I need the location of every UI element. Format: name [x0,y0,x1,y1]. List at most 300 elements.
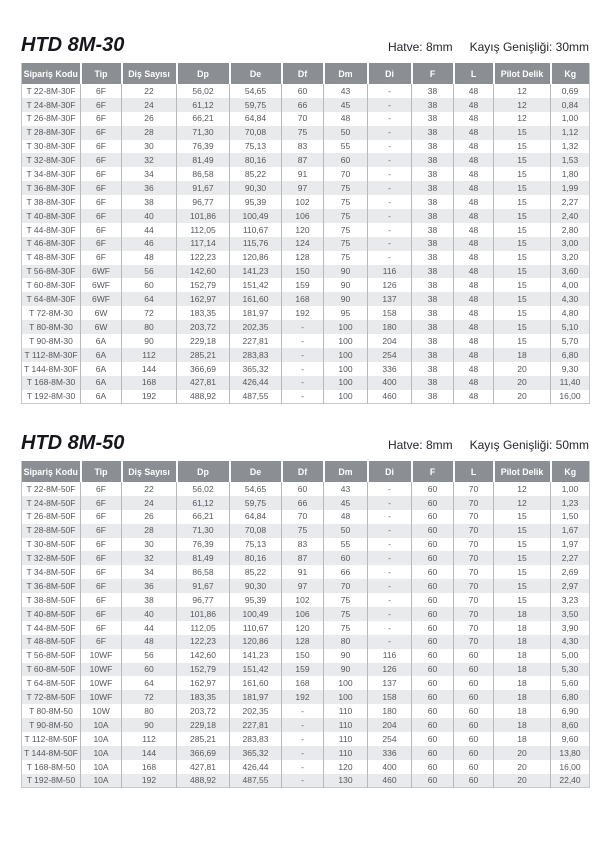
table-cell: 48 [324,510,368,524]
table-cell: 60 [412,496,454,510]
table-cell: 9,60 [551,732,590,746]
table-cell: 44 [122,223,177,237]
table-cell: 6F [81,565,122,579]
table-cell: 46 [122,237,177,251]
table-cell: 75 [282,524,324,538]
table-cell: T 48-8M-30F [26,252,76,263]
table-row [22,676,590,690]
table-cell: 38 [412,223,454,237]
table-cell: 18 [494,718,551,732]
table-cell: 80 [324,635,368,649]
table-head [22,63,590,84]
table-cell: 150 [282,265,324,279]
table-cell: 60 [122,663,177,677]
table-cell: 100 [324,390,368,404]
table-cell: 20 [494,760,551,774]
table-cell: 400 [368,760,412,774]
table-cell: 152,79 [177,663,230,677]
table-cell: 61,12 [177,98,230,112]
table-cell: T 192-8M-50 [26,775,76,786]
table-cell: 4,30 [551,635,590,649]
table-cell: 55 [324,538,368,552]
table-cell: 32 [122,551,177,565]
table-cell: 1,32 [551,140,590,154]
table-section-8m-30 [21,34,589,404]
table-row [22,649,590,663]
table-row [22,334,590,348]
table-cell: 1,97 [551,538,590,552]
table-cell: 192 [122,390,177,404]
table-cell: 87 [282,153,324,167]
table-cell: 3,23 [551,593,590,607]
table-body [22,84,590,403]
table-cell: 2,69 [551,565,590,579]
table-cell: 15 [494,320,551,334]
table-cell: 48 [454,112,494,126]
table-cell: 10A [81,774,122,788]
table-cell: - [282,348,324,362]
table-cell: T 24-8M-30F [26,99,76,110]
table-cell: T 144-8M-50F [24,747,78,758]
table-cell: 5,60 [551,676,590,690]
table-cell: T 64-8M-50F [26,678,76,689]
table-cell: - [368,181,412,195]
table-cell: 120,86 [230,635,282,649]
table-cell: 83 [282,538,324,552]
table-cell: 44 [122,621,177,635]
table-cell: - [368,98,412,112]
table-cell: 110 [324,746,368,760]
table-cell: 87 [282,551,324,565]
table-cell: 11,40 [551,376,590,390]
table-cell: 75 [324,181,368,195]
column-header: Pilot Delik [494,63,551,84]
table-cell: 75 [324,593,368,607]
section-title: HTD 8M-30 [21,34,125,56]
table-cell: 15 [494,538,551,552]
table-cell: - [282,334,324,348]
table-cell: T 32-8M-30F [26,155,76,166]
table-cell: 54,65 [230,482,282,496]
table-row [22,167,590,181]
table-cell: 100 [324,362,368,376]
table-cell: 100 [324,320,368,334]
table-cell: - [368,593,412,607]
table-row [22,223,590,237]
column-header: Dp [177,461,230,482]
table-cell: - [368,538,412,552]
table-cell: 144 [122,362,177,376]
table-cell: 229,18 [177,334,230,348]
table-cell: 75 [324,251,368,265]
table-cell: 48 [454,98,494,112]
table-cell: 101,86 [177,607,230,621]
table-cell: 124 [282,237,324,251]
table-cell: 6F [81,524,122,538]
table-cell: 15 [494,209,551,223]
column-header: Kg [551,461,590,482]
table-cell: 15 [494,334,551,348]
table-row [22,621,590,635]
table-cell: 38 [412,348,454,362]
table-cell: 24 [122,98,177,112]
table-cell: 22 [122,482,177,496]
table-cell: 229,18 [177,718,230,732]
table-cell: - [368,195,412,209]
table-cell: 6F [81,593,122,607]
table-cell: 97 [282,579,324,593]
table-cell: - [368,496,412,510]
table-row [22,126,590,140]
table-cell: 20 [494,362,551,376]
table-cell: 48 [454,195,494,209]
column-header: Sipariş Kodu [22,461,81,482]
table-cell: 60 [412,607,454,621]
table-cell: 110 [324,704,368,718]
table-row [22,732,590,746]
table-cell: 28 [122,126,177,140]
table-cell: T 40-8M-50F [26,608,76,619]
table-cell: 10A [81,732,122,746]
table-cell: 48 [454,278,494,292]
table-cell: 90 [122,718,177,732]
table-cell: T 32-8M-50F [26,553,76,564]
table-cell: 64,84 [230,112,282,126]
table-cell: 0,69 [551,84,590,98]
table-cell: 38 [412,167,454,181]
table-cell: 10A [81,746,122,760]
table-cell: 75 [324,237,368,251]
table-cell: - [368,167,412,181]
table-cell: 1,53 [551,153,590,167]
table-cell: 38 [412,237,454,251]
table-cell: 60 [454,663,494,677]
table-cell: 15 [494,167,551,181]
table-cell: 6A [81,334,122,348]
table-cell: 60 [412,704,454,718]
table-cell: 6F [81,607,122,621]
table-cell: 60 [282,84,324,98]
table-cell: 15 [494,306,551,320]
table-cell: - [368,140,412,154]
table-cell: 18 [494,663,551,677]
table-cell: 10WF [81,649,122,663]
table-cell: 6WF [81,292,122,306]
table-row [22,390,590,404]
table-cell: 183,35 [177,690,230,704]
table-cell: 38 [412,195,454,209]
table-cell: 75 [324,209,368,223]
table-cell: 60 [412,538,454,552]
table-cell: 60 [412,649,454,663]
table-cell: 6F [81,223,122,237]
table-cell: 90 [324,265,368,279]
table-cell: 12 [494,98,551,112]
table-cell: 6WF [81,278,122,292]
table-cell: T 72-8M-30 [29,307,73,318]
table-cell: 6F [81,579,122,593]
table-cell: 38 [412,98,454,112]
table-cell: 48 [454,167,494,181]
table-cell: 13,80 [551,746,590,760]
table-cell: 6F [81,140,122,154]
table-cell: - [368,621,412,635]
table-cell: T 22-8M-30F [26,85,76,96]
table-cell: 183,35 [177,306,230,320]
table-cell: 83 [282,140,324,154]
table-cell: - [368,524,412,538]
table-cell: 40 [122,607,177,621]
table-cell: - [368,153,412,167]
table-cell: - [368,209,412,223]
table-cell: 15 [494,223,551,237]
table-cell: 38 [122,195,177,209]
table-cell: T 48-8M-50F [26,636,76,647]
table-cell: 80 [122,320,177,334]
table-cell: 0,84 [551,98,590,112]
table-cell: 85,22 [230,167,282,181]
table-cell: 15 [494,524,551,538]
table-cell: 48 [454,376,494,390]
table-cell: 117,14 [177,237,230,251]
table-cell: 1,80 [551,167,590,181]
table-cell: 15 [494,579,551,593]
table-cell: 76,39 [177,538,230,552]
table-cell: 81,49 [177,153,230,167]
table-cell: 100,49 [230,607,282,621]
table-cell: 70 [454,579,494,593]
table-cell: 48 [454,320,494,334]
table-cell: T 24-8M-50F [26,497,76,508]
table-cell: 60 [412,524,454,538]
table-cell: 6WF [81,265,122,279]
table-cell: 106 [282,209,324,223]
table-cell: 75,13 [230,140,282,154]
table-cell: T 112-8M-30F [24,349,78,360]
table-cell: T 26-8M-50F [26,511,76,522]
table-cell: T 22-8M-50F [26,483,76,494]
table-row [22,746,590,760]
table-cell: 6F [81,84,122,98]
column-header: F [412,63,454,84]
table-cell: 60 [412,593,454,607]
table-cell: 141,23 [230,265,282,279]
table-cell: 36 [122,579,177,593]
table-cell: 3,00 [551,237,590,251]
table-cell: 38 [412,153,454,167]
table-cell: 20 [494,774,551,788]
table-cell: 181,97 [230,690,282,704]
table-row [22,348,590,362]
table-cell: 112,05 [177,223,230,237]
table-cell: 43 [324,482,368,496]
table-cell: 60 [454,690,494,704]
table-cell: 15 [494,551,551,565]
table-cell: 6,80 [551,690,590,704]
section-spec-labels [388,40,589,54]
table-cell: 6F [81,112,122,126]
table-cell: 71,30 [177,126,230,140]
table-cell: 56,02 [177,482,230,496]
table-cell: T 56-8M-50F [26,650,76,661]
table-cell: 336 [368,362,412,376]
column-header: Di [368,63,412,84]
table-cell: 487,55 [230,774,282,788]
table-row [22,538,590,552]
table-cell: 1,23 [551,496,590,510]
table-row [22,265,590,279]
table-cell: 48 [454,292,494,306]
table-cell: 15 [494,153,551,167]
table-cell: 1,67 [551,524,590,538]
table-cell: 204 [368,334,412,348]
table-cell: 126 [368,663,412,677]
table-cell: 142,60 [177,265,230,279]
table-row [22,98,590,112]
table-cell: 38 [412,292,454,306]
table-cell: T 30-8M-30F [26,141,76,152]
table-cell: 137 [368,676,412,690]
table-cell: 91,67 [177,579,230,593]
table-cell: 460 [368,390,412,404]
table-cell: - [282,718,324,732]
table-cell: - [282,704,324,718]
table-cell: 1,00 [551,112,590,126]
table-cell: 32 [122,153,177,167]
table-cell: 15 [494,195,551,209]
table-cell: 5,30 [551,663,590,677]
table-cell: 6F [81,538,122,552]
table-cell: 161,60 [230,676,282,690]
table-cell: 48 [454,223,494,237]
table-cell: 48 [122,635,177,649]
table-row [22,663,590,677]
table-cell: 116 [368,649,412,663]
table-cell: 97 [282,181,324,195]
table-cell: 168 [282,676,324,690]
table-cell: 75 [324,621,368,635]
table-row [22,195,590,209]
table-cell: 2,40 [551,209,590,223]
table-cell: 162,97 [177,292,230,306]
table-cell: 38 [412,265,454,279]
table-cell: - [282,320,324,334]
table-cell: 70 [454,607,494,621]
table-cell: - [368,510,412,524]
table-cell: T 44-8M-50F [26,622,76,633]
header-row [22,461,590,482]
column-header: Dm [324,461,368,482]
table-cell: 6F [81,195,122,209]
table-cell: 15 [494,140,551,154]
table-cell: 181,97 [230,306,282,320]
table-cell: T 26-8M-30F [26,113,76,124]
column-header: De [230,461,282,482]
table-cell: 202,35 [230,704,282,718]
table-cell: 80,16 [230,551,282,565]
table-cell: 48 [454,153,494,167]
table-cell: T 56-8M-30F [26,266,76,277]
table-cell: 18 [494,690,551,704]
table-cell: 60 [454,732,494,746]
table-cell: 227,81 [230,718,282,732]
table-cell: 22,40 [551,774,590,788]
table-cell: 487,55 [230,390,282,404]
table-cell: 50 [324,126,368,140]
table-cell: 151,42 [230,278,282,292]
table-cell: 48 [454,306,494,320]
table-row [22,607,590,621]
table-cell: 6W [81,306,122,320]
table-cell: 100 [324,676,368,690]
table-cell: 70 [454,538,494,552]
table-cell: 126 [368,278,412,292]
table-cell: 38 [412,362,454,376]
table-cell: 366,69 [177,746,230,760]
table-cell: 70 [454,510,494,524]
table-body [22,482,590,788]
table-cell: 70 [454,565,494,579]
table-cell: 70 [454,635,494,649]
table-cell: 6,80 [551,348,590,362]
table-cell: 18 [494,676,551,690]
table-cell: 28 [122,524,177,538]
table-cell: 6A [81,362,122,376]
table-cell: 204 [368,718,412,732]
table-cell: 15 [494,565,551,579]
table-cell: 122,23 [177,251,230,265]
table-cell: 60 [454,676,494,690]
table-cell: 66,21 [177,112,230,126]
table-cell: 285,21 [177,732,230,746]
table-cell: 95,39 [230,195,282,209]
table-cell: 6F [81,635,122,649]
table-cell: 38 [412,306,454,320]
table-cell: - [368,607,412,621]
table-cell: 1,00 [551,482,590,496]
table-cell: T 72-8M-50F [26,692,76,703]
table-cell: 91 [282,565,324,579]
table-cell: 18 [494,635,551,649]
table-cell: 6F [81,167,122,181]
table-cell: 60 [412,676,454,690]
table-cell: T 38-8M-30F [26,196,76,207]
table-cell: 72 [122,306,177,320]
table-cell: 60 [412,635,454,649]
table-cell: T 60-8M-30F [26,280,76,291]
table-row [22,579,590,593]
table-cell: 96,77 [177,593,230,607]
table-cell: 60 [454,704,494,718]
table-cell: T 80-8M-30 [29,321,73,332]
table-cell: 60 [412,663,454,677]
table-cell: - [282,362,324,376]
table-cell: 45 [324,496,368,510]
table-cell: 20 [494,390,551,404]
table-cell: 102 [282,593,324,607]
table-cell: 150 [282,649,324,663]
table-cell: 96,77 [177,195,230,209]
table-row [22,112,590,126]
table-cell: 48 [122,251,177,265]
table-cell: 100 [324,348,368,362]
table-cell: 60 [412,746,454,760]
table-cell: 60 [412,551,454,565]
table-cell: 48 [454,140,494,154]
table-cell: 60 [412,510,454,524]
table-cell: 70 [454,524,494,538]
section-title: HTD 8M-50 [21,432,125,454]
